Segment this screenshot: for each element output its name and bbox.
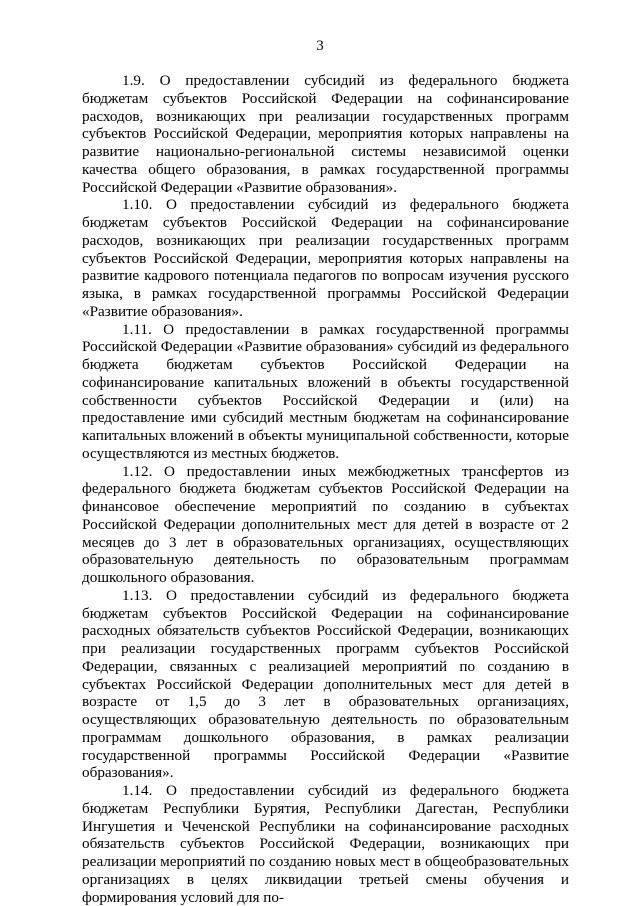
document-body bbox=[82, 72, 569, 906]
paragraph-1-10: 1.10. О предоставлении субсидий из федерального бюджета бюджетам субъектов Российской Федерации на софинансирование расходов, возникающих при реализации государственных программ субъектов Российской Федерации, мероприятия которых направлены на развитие кадрового потенциала педагогов по вопросам изучения русского языка, в рамках государственной программы Российской Федерации «Развитие образования». bbox=[82, 196, 569, 320]
page-number: 3 bbox=[316, 38, 324, 54]
paragraph-1-14: 1.14. О предоставлении субсидий из федерального бюджета бюджетам Республики Бурятия, Республики Дагестан, Республики Ингушетия и Чеченской Республики на софинансирование расходных обязательств субъектов Российской Федерации, возникающих при реализации мероприятий по созданию новых мест в общеобразовательных организациях в целях ликвидации третьей смены обучения и формирования условий для по- bbox=[82, 782, 569, 906]
paragraph-1-9: 1.9. О предоставлении субсидий из федерального бюджета бюджетам субъектов Российской Федерации на софинансирование расходов, возникающих при реализации государственных программ субъектов Российской Федерации, мероприятия которых направлены на развитие национально-региональной системы независимой оценки качества общего образования, в рамках государственной программы Российской Федерации «Развитие образования». bbox=[82, 72, 569, 196]
paragraph-1-13: 1.13. О предоставлении субсидий из федерального бюджета бюджетам субъектов Российской Федерации на софинансирование расходных обязательств субъектов Российской Федерации, возникающих при реализации государственных программ субъектов Российской Федерации, связанных с реализацией мероприятий по созданию в субъектах Российской Федерации дополнительных мест для детей в возрасте от 1,5 до 3 лет в образовательных организациях, осуществляющих образовательную деятельность по образовательным программам дошкольного образования, в рамках реализации государственной программы Российской Федерации «Развитие образования». bbox=[82, 586, 569, 782]
paragraph-1-11: 1.11. О предоставлении в рамках государственной программы Российской Федерации «Развитие образования» субсидий из федерального бюджета бюджетам субъектов Российской Федерации на софинансирование капитальных вложений в объекты государственной собственности субъектов Российской Федерации и (или) на предоставление ими субсидий местным бюджетам на софинансирование капитальных вложений в объекты муниципальной собственности, которые осуществляются из местных бюджетов. bbox=[82, 320, 569, 462]
paragraph-1-12: 1.12. О предоставлении иных межбюджетных трансфертов из федерального бюджета бюджетам субъектов Российской Федерации на финансовое обеспечение мероприятий по созданию в субъектах Российской Федерации дополнительных мест для детей в возрасте от 2 месяцев до 3 лет в образовательных организациях, осуществляющих образовательную деятельность по образовательным программам дошкольного образования. bbox=[82, 462, 569, 586]
